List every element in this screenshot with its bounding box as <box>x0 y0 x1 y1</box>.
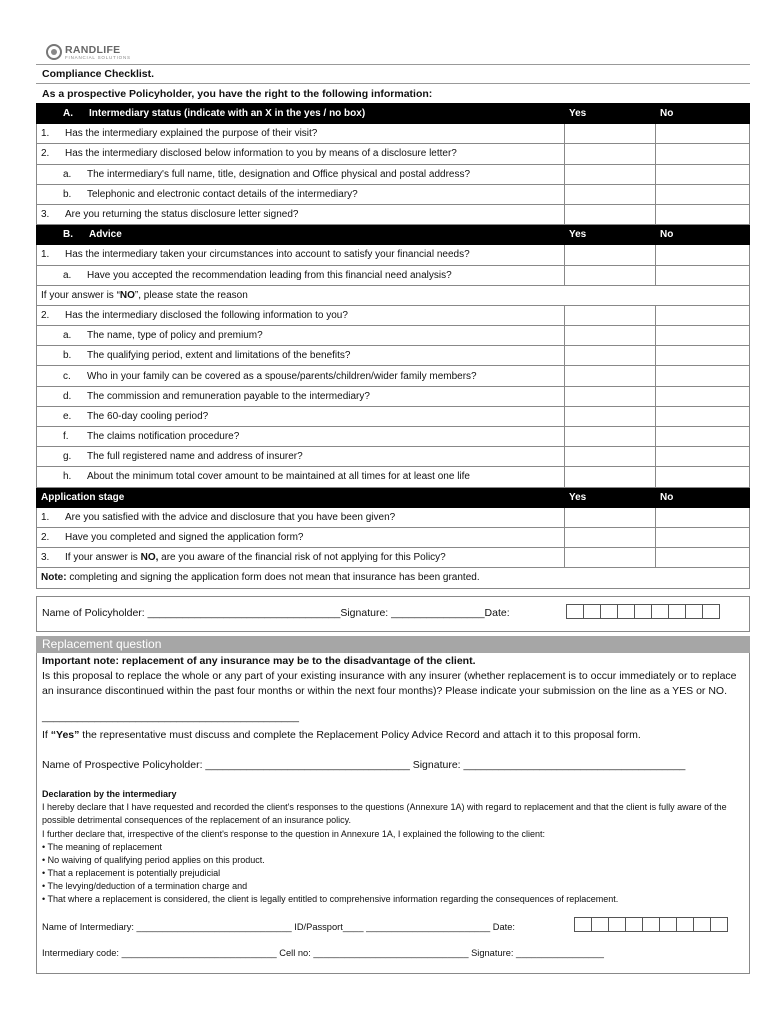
yes-box[interactable] <box>565 245 656 265</box>
page-subtitle: As a prospective Policyholder, you have the right to the following information: <box>42 88 433 100</box>
yes-box[interactable] <box>565 548 656 568</box>
no-header: No <box>656 104 750 124</box>
table-row: d. The commission and remuneration payable to the intermediary? <box>37 386 750 406</box>
no-box[interactable] <box>656 326 750 346</box>
prospective-policyholder-line[interactable]: Name of Prospective Policyholder: ___________________________________ Signature: ______________________________________ <box>42 759 686 771</box>
declaration-heading: Declaration by the intermediary <box>42 789 177 799</box>
yes-box[interactable] <box>565 305 656 325</box>
no-box[interactable] <box>656 124 750 144</box>
table-row: a. The intermediary's full name, title, designation and Office physical and postal address? <box>37 164 750 184</box>
note-row: Note: completing and signing the application form does not mean that insurance has been granted. <box>37 568 750 588</box>
table-row: 1. Has the intermediary explained the purpose of their visit? <box>37 124 750 144</box>
table-row: a. Have you accepted the recommendation leading from this financial need analysis? <box>37 265 750 285</box>
header-rule <box>36 64 750 65</box>
no-box[interactable] <box>656 305 750 325</box>
reason-row <box>37 285 750 305</box>
table-row: 1. Has the intermediary taken your circumstances into account to satisfy your financial needs? <box>37 245 750 265</box>
table-row: c. Who in your family can be covered as a spouse/parents/children/wider family members? <box>37 366 750 386</box>
intermediary-code-line[interactable]: Intermediary code: ______________________________ Cell no: ______________________________ Signature: _________________ <box>42 948 604 958</box>
section-header-intermediary: A. Intermediary status (indicate with an X in the yes / no box) Yes No <box>37 104 750 124</box>
yes-box[interactable] <box>565 265 656 285</box>
declaration-bullet: • The meaning of replacement <box>42 842 163 852</box>
yes-box[interactable] <box>565 527 656 547</box>
no-box[interactable] <box>656 447 750 467</box>
yes-box[interactable] <box>565 184 656 204</box>
page-title: Compliance Checklist. <box>42 68 155 80</box>
yes-header: Yes <box>565 104 656 124</box>
table-row: e. The 60-day cooling period? <box>37 406 750 426</box>
yes-box[interactable] <box>565 427 656 447</box>
table-row: f. The claims notification procedure? <box>37 427 750 447</box>
no-box[interactable] <box>656 406 750 426</box>
no-box[interactable] <box>656 386 750 406</box>
no-box[interactable] <box>656 427 750 447</box>
declaration-para1: I hereby declare that I have requested and recorded the client's responses to the questions (Annexure 1A) with regard to replacement and that the client is fully aware of the possible detrimental consequences of the replacement of an insurance policy. <box>42 802 727 826</box>
no-box[interactable] <box>656 164 750 184</box>
no-box[interactable] <box>656 548 750 568</box>
table-row: 2. Has the intermediary disclosed below information to you by means of a disclosure letter? <box>37 144 750 164</box>
yes-no-answer-line[interactable]: ____________________________________________ <box>42 711 299 723</box>
replacement-heading: Replacement question <box>36 636 750 653</box>
reason-field[interactable]: If your answer is “NO”, please state the reason <box>37 285 750 305</box>
table-row: 1. Are you satisfied with the advice and disclosure that you have been given? <box>37 507 750 527</box>
section-title: Intermediary status (indicate with an X in the yes / no box) <box>89 108 366 120</box>
declaration-bullet: • That a replacement is potentially prejudicial <box>42 868 221 878</box>
table-row: b. The qualifying period, extent and limitations of the benefits? <box>37 346 750 366</box>
no-box[interactable] <box>656 245 750 265</box>
table-row: 3. Are you returning the status disclosure letter signed? <box>37 204 750 224</box>
no-box[interactable] <box>656 204 750 224</box>
yes-box[interactable] <box>565 346 656 366</box>
no-box[interactable] <box>656 467 750 487</box>
intermediary-date-boxes[interactable] <box>574 917 727 932</box>
table-row: 3. If your answer is NO, are you aware of the financial risk of not applying for this Policy? <box>37 548 750 568</box>
yes-box[interactable] <box>565 406 656 426</box>
yes-box[interactable] <box>565 366 656 386</box>
table-row: 2. Has the intermediary disclosed the following information to you? <box>37 305 750 325</box>
logo <box>46 44 131 60</box>
no-box[interactable] <box>656 144 750 164</box>
declaration-para2: I further declare that, irrespective of the client's response to the question in Annexure 1A, I explained the following to the client: <box>42 829 546 839</box>
logo-name: RANDLIFE <box>65 43 121 56</box>
no-box[interactable] <box>656 265 750 285</box>
table-row: g. The full registered name and address of insurer? <box>37 447 750 467</box>
yes-box[interactable] <box>565 164 656 184</box>
yes-box[interactable] <box>565 386 656 406</box>
section-header-advice: B. Advice Yes No <box>37 225 750 245</box>
yes-box[interactable] <box>565 467 656 487</box>
yes-box[interactable] <box>565 144 656 164</box>
table-row: 2. Have you completed and signed the application form? <box>37 527 750 547</box>
logo-sub: FINANCIAL SOLUTIONS <box>65 54 131 60</box>
logo-icon <box>46 44 62 60</box>
no-box[interactable] <box>656 184 750 204</box>
yes-box[interactable] <box>565 507 656 527</box>
if-yes-instruction: If “Yes” the representative must discuss and complete the Replacement Policy Advice Record and attach it to this proposal form. <box>42 729 641 741</box>
table-row: h. About the minimum total cover amount to be maintained at all times for at least one life <box>37 467 750 487</box>
no-box[interactable] <box>656 366 750 386</box>
yes-box[interactable] <box>565 204 656 224</box>
section-header-application: Application stage Yes No <box>37 487 750 507</box>
table-row: b. Telephonic and electronic contact details of the intermediary? <box>37 184 750 204</box>
policyholder-line[interactable]: Name of Policyholder: _________________________________Signature: ________________Date: <box>42 607 510 619</box>
no-box[interactable] <box>656 346 750 366</box>
table-row: a. The name, type of policy and premium? <box>37 326 750 346</box>
yes-box[interactable] <box>565 326 656 346</box>
important-note: Important note: replacement of any insurance may be to the disadvantage of the client. <box>42 655 476 667</box>
yes-box[interactable] <box>565 124 656 144</box>
intermediary-line[interactable]: Name of Intermediary: ______________________________ ID/Passport____ ________________________ Date: <box>42 922 515 932</box>
declaration-bullet: • No waiving of qualifying period applies on this product. <box>42 855 265 865</box>
section-title: Advice <box>89 229 122 241</box>
section-title: Application stage <box>41 491 125 503</box>
no-box[interactable] <box>656 527 750 547</box>
declaration-bullet: • That where a replacement is considered, the client is legally entitled to comprehensive information regarding the consequences of replacement. <box>42 894 619 904</box>
no-box[interactable] <box>656 507 750 527</box>
replacement-paragraph: Is this proposal to replace the whole or any part of your existing insurance with any insurer (whether replacement is to occur immediately or to replace an insurance discontinued within the past four months or within the next four months)? Please indicate your submission on the line as a YES or NO. <box>42 670 737 697</box>
checklist-table <box>36 103 750 589</box>
declaration-bullet: • The levying/deduction of a termination charge and <box>42 881 248 891</box>
date-boxes[interactable] <box>566 604 719 619</box>
title-rule <box>36 83 750 84</box>
yes-box[interactable] <box>565 447 656 467</box>
